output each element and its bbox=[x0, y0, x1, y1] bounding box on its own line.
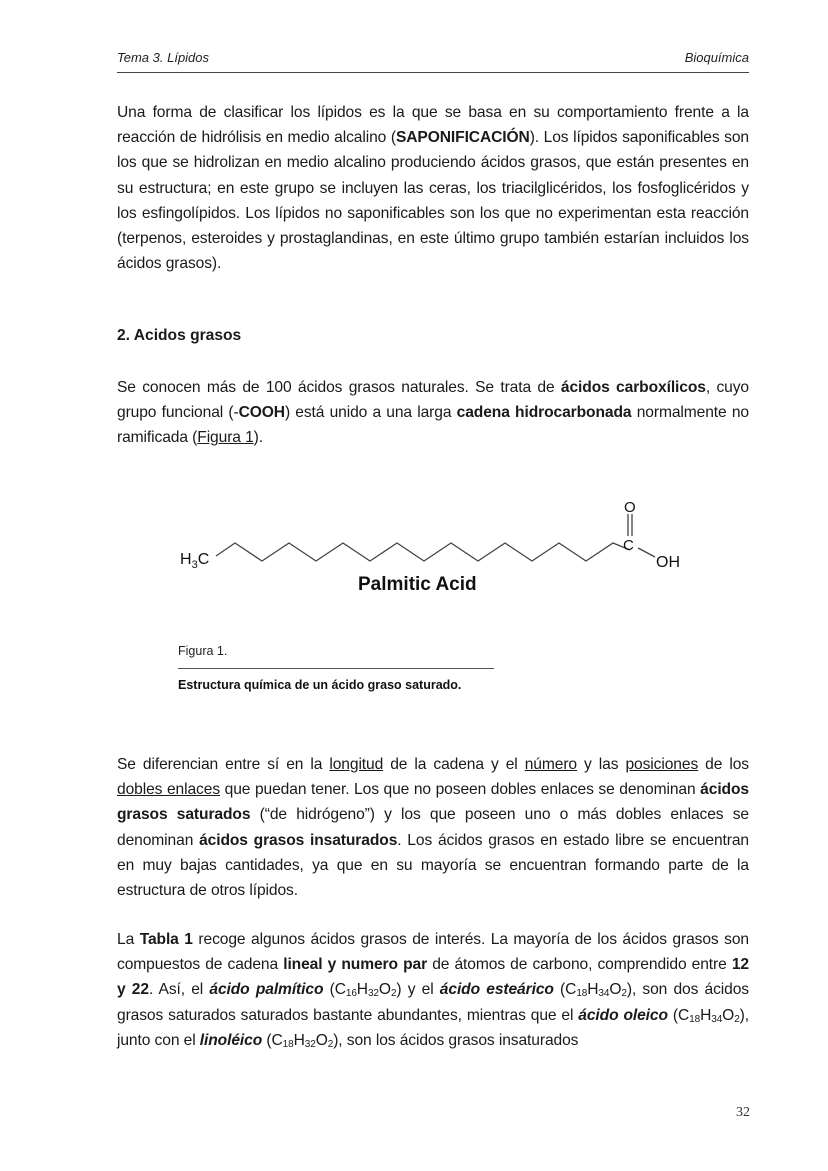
carbonyl-oxygen-label: O bbox=[624, 499, 636, 516]
fatty-acids-paragraph bbox=[117, 375, 749, 451]
page-header bbox=[117, 50, 749, 73]
figure-caption-label: Figura 1. bbox=[178, 644, 228, 658]
text: , cuyo grupo funcional (- bbox=[117, 379, 749, 422]
text: ) está unido a una larga bbox=[284, 404, 457, 422]
chemical-formula: $(C_{18}H_{34}O_2)$ bbox=[560, 981, 632, 1000]
text: normalmente no ramificada ( bbox=[117, 404, 749, 447]
underlined-term: número bbox=[524, 756, 577, 773]
underlined-term: posiciones bbox=[625, 756, 699, 773]
bold-term: ácidos carboxílicos bbox=[560, 379, 706, 396]
text: ). Los lípidos saponificables son los que se hidrolizan en medio alcalino produciendo ácidos grasos, que están presentes en su estructura; en este grupo se incluyen las ceras, los triacilglicéridos, los fosfoglicéridos y los esfingolípidos. Los lípidos no saponificables son los que no experimentan esta reacción (terpenos, esteroides y prostaglandinas, en este último grupo también estarían incluidos los ácidos grasos). bbox=[117, 129, 749, 273]
bold-term: ácidos grasos insaturados bbox=[199, 831, 398, 849]
chemical-formula: $(C_{18}H_{32}O_2)$ bbox=[266, 1031, 339, 1050]
table-reference: Tabla 1 bbox=[139, 931, 193, 948]
bold-italic-term: ácido esteárico bbox=[439, 981, 554, 999]
bold-term: lineal y numero par bbox=[283, 956, 428, 974]
c-oh-bond bbox=[638, 548, 655, 557]
text: (“de hidrógeno”) y los que poseen uno o más dobles enlaces se denominan bbox=[117, 806, 749, 849]
page-number: 32 bbox=[736, 1105, 750, 1120]
bold-term: ácidos grasos saturados bbox=[117, 781, 749, 824]
chemical-formula: $(C_{16}H_{32}O_2)$ bbox=[329, 981, 402, 1000]
text: Se conocen más de 100 ácidos grasos naturales. Se trata de bbox=[117, 379, 561, 396]
bold-term: COOH bbox=[238, 404, 285, 422]
bold-italic-term: ácido oleico bbox=[578, 1006, 668, 1024]
text: recoge algunos ácidos grasos de interés. La mayoría de los ácidos grasos son compuestos de cadena bbox=[117, 931, 749, 974]
bold-italic-term: ácido palmítico bbox=[209, 981, 324, 999]
text: , son los ácidos grasos insaturados bbox=[338, 1031, 579, 1049]
hydroxyl-label: OH bbox=[656, 554, 680, 571]
figure-caption-text: Estructura química de un ácido graso saturado. bbox=[178, 678, 462, 692]
text: de la cadena y el bbox=[383, 756, 525, 773]
figure-reference-link[interactable]: Figura 1 bbox=[197, 429, 254, 447]
intro-paragraph bbox=[117, 100, 749, 276]
underlined-term: dobles enlaces bbox=[117, 781, 221, 799]
underlined-term: longitud bbox=[329, 756, 384, 773]
carboxyl-carbon-label: C bbox=[623, 537, 634, 554]
text: y el bbox=[401, 981, 440, 999]
text: . Así, el bbox=[148, 981, 210, 999]
molecule-name: Palmitic Acid bbox=[358, 574, 477, 595]
bold-term: cadena hidrocarbonada bbox=[456, 404, 632, 422]
table-intro-paragraph bbox=[117, 927, 749, 1053]
header-chapter-title: Tema 3. Lípidos bbox=[117, 50, 210, 65]
chemical-formula: $(C_{18}H_{34}O_2)$ bbox=[672, 1006, 745, 1025]
text: La bbox=[117, 931, 140, 948]
text: de los bbox=[698, 756, 750, 773]
text: que puedan tener. Los que no poseen dobles enlaces se denominan bbox=[220, 781, 701, 799]
molecule-diagram bbox=[170, 490, 710, 600]
hydrocarbon-chain bbox=[216, 543, 630, 561]
text: Una forma de clasificar los lípidos es la que se basa en su comportamiento frente a la reacción de hidrólisis en medio alcalino ( bbox=[117, 104, 749, 147]
text: de átomos de carbono, comprendido entre bbox=[427, 956, 732, 974]
palmitic-acid-structure-figure bbox=[170, 490, 710, 600]
text: Se diferencian entre sí en la bbox=[117, 756, 330, 773]
bold-italic-term: linoléico bbox=[199, 1031, 263, 1049]
text: , son dos ácidos grasos saturados saturados bastante abundantes, mientras que el bbox=[117, 981, 749, 1024]
bold-term-saponificacion: SAPONIFICACIÓN bbox=[395, 129, 530, 147]
text: y las bbox=[577, 756, 626, 773]
text: , junto con el bbox=[117, 1006, 749, 1049]
methyl-group-label: $H_3C$ bbox=[180, 551, 210, 571]
section-heading: 2. Acidos grasos bbox=[117, 327, 242, 344]
differences-paragraph bbox=[117, 752, 749, 903]
text: ). bbox=[253, 429, 263, 447]
text: . Los ácidos grasos en estado libre se encuentran en muy bajas cantidades, ya que en su mayoría se encuentran formando parte de la estructura de otros lípidos. bbox=[117, 831, 750, 900]
header-subject: Bioquímica bbox=[684, 50, 749, 65]
bold-term: 12 y 22 bbox=[117, 956, 750, 999]
caption-divider bbox=[178, 668, 494, 669]
